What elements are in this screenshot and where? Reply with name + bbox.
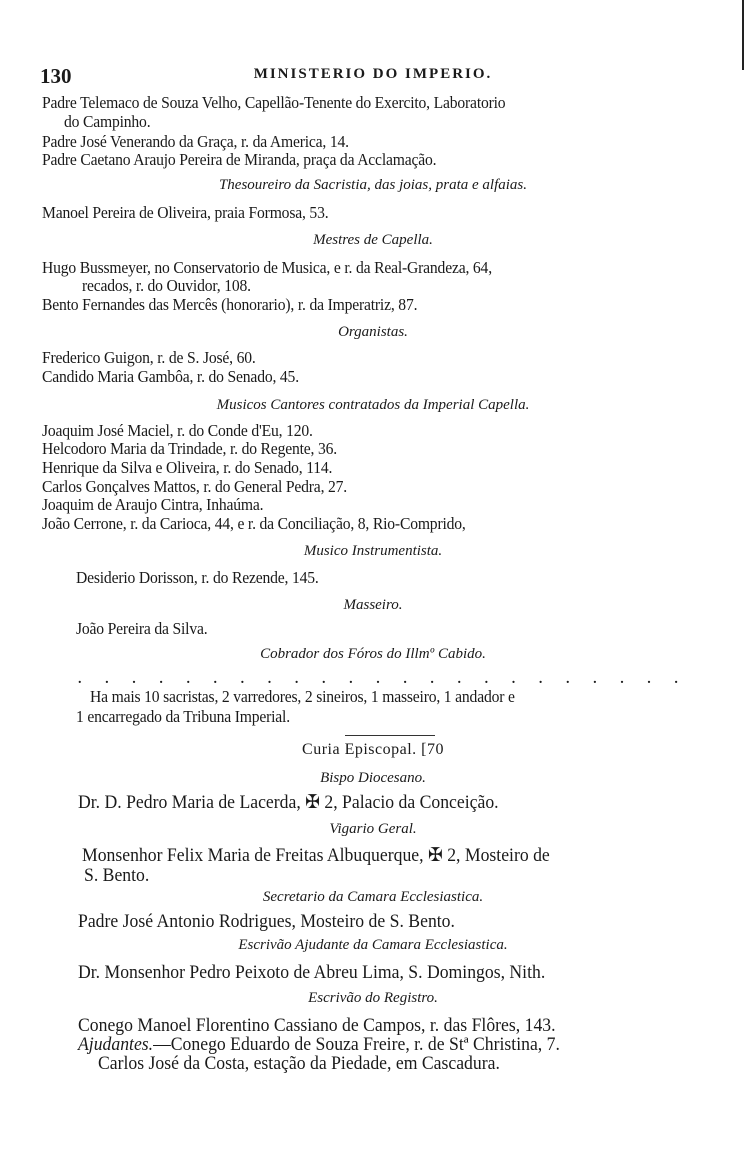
- ajudantes-label: Ajudantes.: [78, 1034, 154, 1055]
- running-title: MINISTERIO DO IMPERIO.: [253, 66, 493, 82]
- section-divider: [345, 735, 435, 736]
- entry-line: do Campinho.: [64, 112, 151, 131]
- section-title: Curia Episcopal. [70: [302, 741, 444, 758]
- note-line: 1 encarregado da Tribuna Imperial.: [76, 707, 290, 726]
- entry-line: Padre José Venerando da Graça, r. da America, 14.: [42, 132, 349, 151]
- entry-line: Dr. Monsenhor Pedro Peixoto de Abreu Lima, S. Domingos, Nith.: [78, 962, 546, 983]
- entry-line: Padre Telemaco de Souza Velho, Capellão-Tenente do Exercito, Laboratorio: [42, 93, 506, 112]
- entry-line: Hugo Bussmeyer, no Conservatorio de Musica, e r. da Real-Grandeza, 64,: [42, 258, 492, 277]
- entry-line: Joaquim José Maciel, r. do Conde d'Eu, 120.: [42, 421, 313, 440]
- ajudantes-text: —Conego Eduardo de Souza Freire, r. de Stª Christina, 7.: [153, 1034, 560, 1055]
- entry-line: João Pereira da Silva.: [76, 619, 208, 638]
- entry-line: Candido Maria Gambôa, r. do Senado, 45.: [42, 367, 299, 386]
- section-heading: Vigario Geral.: [329, 821, 417, 837]
- page-number: 130: [40, 64, 72, 88]
- section-heading: Escrivão Ajudante da Camara Ecclesiastica.: [238, 937, 508, 953]
- dotted-leader: . . . . . . . . . . . . . . . . . . . . . . .: [78, 672, 678, 687]
- note-line: Ha mais 10 sacristas, 2 varredores, 2 sineiros, 1 masseiro, 1 andador e: [90, 687, 515, 706]
- entry-line: Carlos José da Costa, estação da Piedade, em Cascadura.: [98, 1053, 500, 1074]
- section-heading: Musicos Cantores contratados da Imperial Capella.: [216, 397, 530, 413]
- entry-line: Padre Caetano Araujo Pereira de Miranda, praça da Acclamação.: [42, 150, 437, 169]
- entry-line: Monsenhor Felix Maria de Freitas Albuquerque, ✠ 2, Mosteiro de: [82, 845, 550, 866]
- entry-line: Desiderio Dorisson, r. do Rezende, 145.: [76, 568, 319, 587]
- entry-line: S. Bento.: [84, 865, 150, 886]
- entry-line: Padre José Antonio Rodrigues, Mosteiro de S. Bento.: [78, 911, 455, 932]
- entry-line: Joaquim de Araujo Cintra, Inhaúma.: [42, 495, 264, 514]
- section-heading: Organistas.: [338, 324, 408, 340]
- entry-line: Dr. D. Pedro Maria de Lacerda, ✠ 2, Palacio da Conceição.: [78, 792, 499, 813]
- section-heading: Bispo Diocesano.: [320, 770, 426, 786]
- entry-line: Henrique da Silva e Oliveira, r. do Senado, 114.: [42, 458, 333, 477]
- entry-line: Carlos Gonçalves Mattos, r. do General Pedra, 27.: [42, 477, 348, 496]
- section-heading: Mestres de Capella.: [313, 232, 433, 248]
- entry-line: Frederico Guigon, r. de S. José, 60.: [42, 348, 256, 367]
- entry-line: Conego Manoel Florentino Cassiano de Campos, r. das Flôres, 143.: [78, 1015, 556, 1036]
- section-heading: Secretario da Camara Ecclesiastica.: [262, 889, 484, 905]
- section-heading: Thesoureiro da Sacristia, das joias, prata e alfaias.: [218, 177, 528, 193]
- section-heading: Escrivão do Registro.: [308, 990, 438, 1006]
- entry-line: recados, r. do Ouvidor, 108.: [82, 276, 251, 295]
- entry-line: Helcodoro Maria da Trindade, r. do Regente, 36.: [42, 439, 337, 458]
- section-heading: Musico Instrumentista.: [303, 543, 443, 559]
- entry-line: João Cerrone, r. da Carioca, 44, e r. da Conciliação, 8, Rio-Comprido,: [42, 514, 466, 533]
- entry-line: Manoel Pereira de Oliveira, praia Formosa, 53.: [42, 203, 329, 222]
- section-heading: Cobrador dos Fóros do Illmº Cabido.: [260, 646, 486, 662]
- entry-line: Bento Fernandes das Mercês (honorario), r. da Imperatriz, 87.: [42, 295, 418, 314]
- page-edge-line: [742, 0, 744, 70]
- section-heading: Masseiro.: [343, 597, 403, 613]
